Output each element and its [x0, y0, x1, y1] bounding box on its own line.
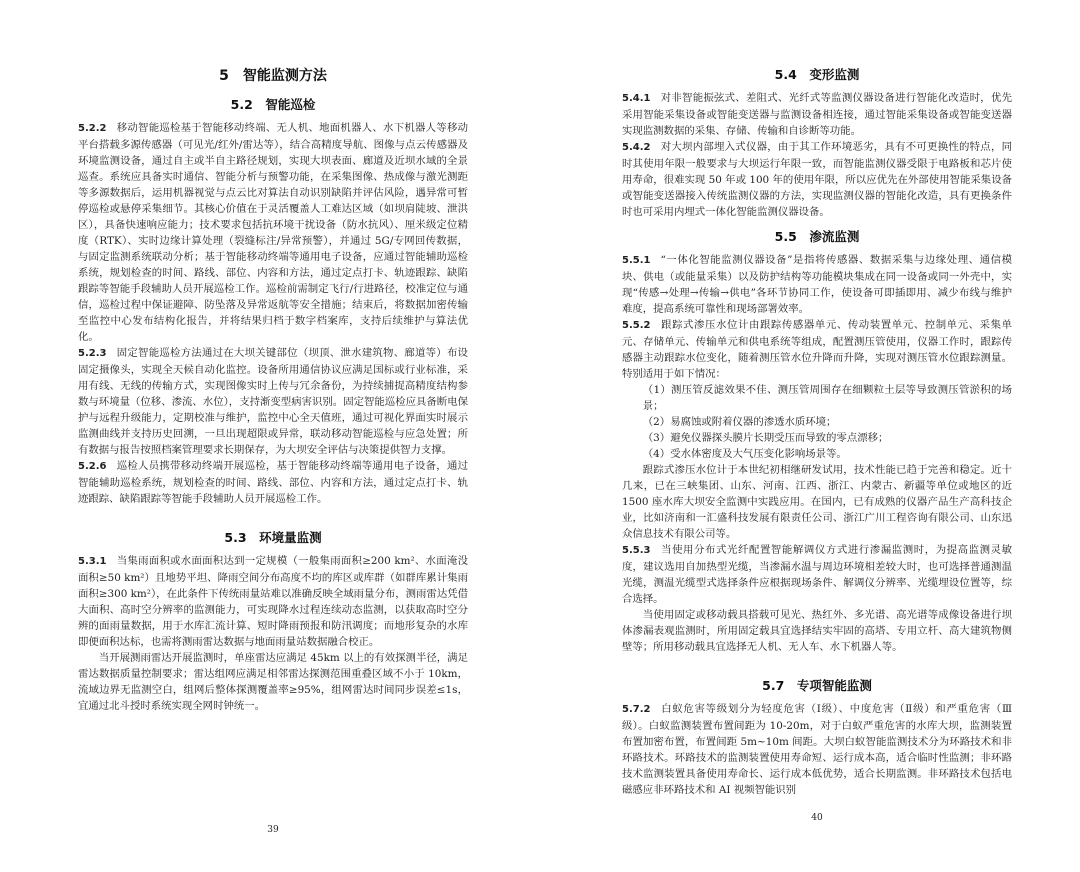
chapter-title: 5 智能监测方法	[219, 68, 327, 84]
clause-number: 5.7.2	[622, 704, 651, 715]
clause-5-5-3	[622, 542, 1012, 655]
clause-5-2-3	[78, 345, 468, 458]
clause-text: 对非智能振弦式、差阻式、光纤式等监测仪器设备进行智能化改造时，优先采用智能采集设备或智能变送器与监测设备相连接，通过智能采集设备或智能变送器实现监测数据的采集、存储、传输和自诊断等功能。	[622, 92, 1012, 137]
list-item: （4）受水体密度及大气压变化影响场景等。	[642, 448, 847, 460]
paragraph-tracking-gauge: 跟踪式渗压水位计于本世纪初相继研发试用，技术性能已趋于完善和稳定。近十几来，已在三峡集团、山东、河南、江西、浙江、内蒙古、新疆等单位或地区的近 1500 座水库大坝安全监测中实践应用。在国内，已有成熟的仪器产品生产高科技企业，比如济南和一汇盛科技发展有限责任公司、浙江广川工程咨询有限公司、山东迅众信息技术有限公司等。	[622, 464, 1012, 540]
clause-number: 5.2.2	[78, 123, 107, 134]
clause-text: 当使用分布式光纤配置智能解调仪方式进行渗漏监测时，为提高监测灵敏度，建议选用自加热型光缆，当渗漏水温与周边环境相差较大时，也可选择普通测温光缆，测温光缆型式选择条件应根据现场条件、解调仪分辨率、光缆埋设位置等，综合选择。	[622, 544, 1012, 605]
clause-number: 5.3.1	[78, 556, 107, 567]
list-item: （1）测压管反滤效果不佳、测压管周围存在细颗粒土层等导致测压管淤积的场景；	[642, 384, 1012, 412]
section-heading-5-2: 5.2 智能巡检	[230, 97, 316, 112]
list-item: （2）易腐蚀或附着仪器的渗透水质环境；	[642, 416, 837, 428]
clause-number: 5.2.6	[78, 461, 107, 472]
list-item: （3）避免仪器探头膜片长期受压而导致的零点漂移；	[642, 432, 889, 444]
clause-number: 5.4.2	[622, 142, 651, 153]
clause-5-4-2	[622, 139, 1012, 220]
clause-text: 移动智能巡检基于智能移动终端、无人机、地面机器人、水下机器人等移动平台搭载多源传感器（可见光/红外/雷达等），结合高精度导航、图像与点云传感器及环境监测设备，通过自主或半自主路径规划，实现大坝表面、廊道及近坝水域的全景巡查。系统应具备实时通信、智能分析与预警功能，在采集图像、热成像与激光测距等多源数据后，运用机器视觉与点云比对算法自动识别缺陷并评估风险，遇异常可暂停巡检或悬停采集细节。其核心价值在于灵活覆盖人工难达区域（如坝肩陡坡、泄洪区），具备快速响应能力；技术要求包括抗环境干扰设备（防水抗风）、厘米级定位精度（RTK）、实时边缘计算处理（裂缝标注/异常预警），并通过 5G/专网回传数据，与固定监测系统联动分析；基于智能移动终端等通用电子设备，应通过智能辅助巡检系统，规划检查的时间、路线、部位、内容和方法，通过定点打卡、轨迹跟踪、缺陷跟踪等智能手段辅助人员开展巡检工作。巡检前需制定飞行/行进路径，校准定位与通信，巡检过程中保证避障、防坠落及异常返航等安全措施；结束后，将数据加密传输至监控中心发布结构化报告，并将结果归档于数字档案库，支持后续维护与算法优化。	[78, 122, 468, 343]
clause-text: 巡检人员携带移动终端开展巡检，基于智能移动终端等通用电子设备，通过智能辅助巡检系统，规划检查的时间、路线、部位、内容和方法，通过定点打卡、轨迹跟踪、缺陷跟踪等智能手段辅助人员开展巡检工作。	[78, 460, 468, 505]
clause-number: 5.5.2	[622, 320, 651, 331]
section-heading-5-5: 5.5 渗流监测	[774, 229, 860, 244]
clause-5-3-1	[78, 553, 468, 650]
clause-text: “一体化智能监测仪器设备”是指将传感器、数据采集与边缘处理、通信模块、供电（或能量采集）以及防护结构等功能模块集成在同一设备或同一外壳中，实现“传感→处理→传输→供电”各环节协同工作，使设备可即插即用、减少布线与维护难度，提高系统可靠性和现场部署效率。	[622, 254, 1012, 315]
paragraph-radar: 当开展测雨雷达开展监测时，单座雷达应满足 45km 以上的有效探测半径，满足雷达数据质量控制要求；雷达组网应满足相邻雷达探测范围重叠区域不小于 10km，流域边界无监测空白，组网后整体探测覆盖率≥95%，组网雷达时间同步误差≤1s，宜通过北斗授时系统实现全网时钟统一。	[78, 652, 468, 712]
page-number: 40	[811, 813, 823, 823]
clause-text: 当集雨面积或水面面积达到一定规模（一般集雨面积≥200 km²、水面淹没面积≥50 km²）且地势平坦、降雨空间分布高度不均的库区或库群（如群库累计集雨面积≥300 km²），在此条件下传统雨量站难以准确反映全域雨量分布，测雨雷达凭借大面积、高时空分辨率的监测能力，可实现降水过程连续动态监测，以获取高时空分辨的面雨量数据，用于水库汇流计算、短时降雨预报和防汛调度；而地形复杂的水库即便面积达标，也需将测雨雷达数据与地面雨量站数据融合校正。	[78, 555, 468, 648]
clause-5-2-6	[78, 458, 468, 507]
clause-number: 5.5.1	[622, 255, 651, 266]
clause-5-4-1	[622, 90, 1012, 139]
section-heading-5-7: 5.7 专项智能监测	[762, 678, 872, 693]
clause-text: 固定智能巡检方法通过在大坝关键部位（坝顶、泄水建筑物、廊道等）布设固定摄像头，实现全天候自动化监控。设备所用通信协议应满足国标或行业标准，采用有线、无线的传输方式，实现图像实时上传与冗余备份，为持续捕捉高精度结构参数与环境量（位移、渗流、水位），支持渐变型病害识别。固定智能巡检应具备断电保护与远程升级能力，定期校准与维护，监控中心全天值班，通过可视化界面实时展示监测曲线并支持历史回溯，一旦出现超限或异常，联动移动智能巡检与应急处置；所有数据与报告按照档案管理要求长期保存，为大坝安全评估与决策提供智力支撑。	[78, 347, 468, 456]
clause-number: 5.5.3	[622, 545, 651, 556]
section-heading-5-4: 5.4 变形监测	[774, 67, 860, 82]
page-number: 39	[267, 825, 279, 835]
page-40	[540, 0, 1080, 872]
clause-text: 跟踪式渗压水位计由跟踪传感器单元、传动装置单元、控制单元、采集单元、存储单元、传输单元和供电系统等组成，配置测压管使用，仪器工作时，跟踪传感器主动跟踪水位变化，随着测压管水位升降而升降，实现对测压管水位跟踪测量。特别适用于如下情况：	[622, 319, 1012, 380]
clause-text: 对大坝内部埋入式仪器，由于其工作环境恶劣，具有不可更换性的特点，同时其使用年限一般要求与大坝运行年限一致，而智能监测仪器受限于电路板和芯片使用寿命，很难实现 50 年或 100 年的使用年限，所以应优先在外部使用智能采集设备或智能变送器接入传统监测仪器的方法，实现监测仪器的智能化改造，具有更换条件时也可采用内埋式一体化智能监测仪器设备。	[622, 141, 1012, 218]
clause-text: 白蚁危害等级划分为轻度危害（Ⅰ级）、中度危害（Ⅱ级）和严重危害（Ⅲ级）。白蚁监测装置布置间距为 10-20m，对于白蚁严重危害的水库大坝，监测装置布置加密布置，布置间距 5m~10m 间距。大坝白蚁智能监测技术分为环路技术和非环路技术。环路技术的监测装置使用寿命短、运行成本高，适合临时性监测；非环路技术监测装置具备使用寿命长、运行成本低优势，适合长期监测。非环路技术包括电磁感应非环路技术和 AI 视频智能识别	[622, 703, 1012, 796]
clause-5-7-2	[622, 701, 1012, 798]
clause-5-5-1	[622, 252, 1012, 317]
clause-5-2-2	[78, 120, 468, 345]
clause-number: 5.2.3	[78, 348, 107, 359]
clause-5-5-2	[622, 317, 1012, 542]
paragraph-imaging: 当使用固定或移动载具搭载可见光、热红外、多光谱、高光谱等成像设备进行坝体渗漏表观监测时，所用固定载具宜选择结实牢固的高塔、专用立杆、高大建筑物侧壁等；所用移动载具宜选择无人机、无人车、水下机器人等。	[622, 609, 1012, 653]
section-heading-5-3: 5.3 环境量监测	[224, 530, 322, 545]
clause-number: 5.4.1	[622, 93, 651, 104]
